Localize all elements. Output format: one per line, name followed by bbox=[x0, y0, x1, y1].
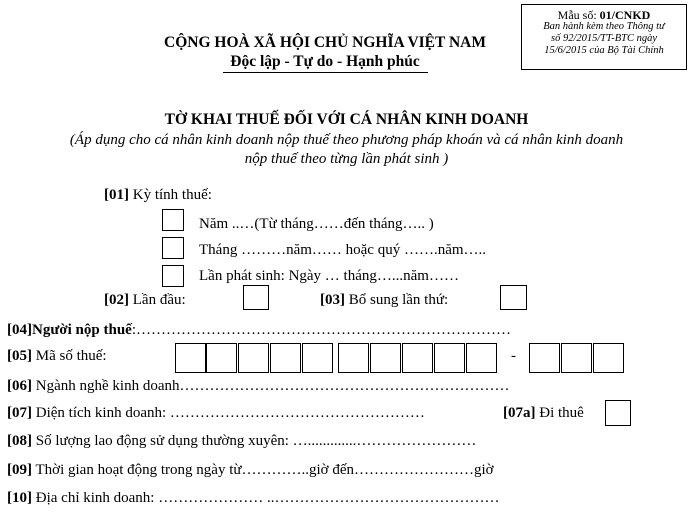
tax-code-digit-2[interactable] bbox=[206, 343, 237, 373]
tax-code-separator: - bbox=[511, 348, 516, 364]
field-02-first-time: [02] Lần đầu: bbox=[104, 292, 186, 308]
tax-code-digit-10[interactable] bbox=[466, 343, 497, 373]
field-10-business-address: [10] Địa chỉ kinh doanh: ………………… ..……………………………………… bbox=[7, 490, 500, 506]
tax-code-digit-8[interactable] bbox=[402, 343, 433, 373]
motto-underline bbox=[223, 72, 428, 73]
country-name: CỘNG HOÀ XÃ HỘI CHỦ NGHĨA VIỆT NAM bbox=[164, 34, 486, 51]
field-05-tax-code: [05] Mã số thuế: bbox=[7, 348, 107, 364]
tax-code-digit-4[interactable] bbox=[270, 343, 301, 373]
field-08-employees: [08] Số lượng lao động sử dụng thường xuyên: ….............…………………… bbox=[7, 433, 477, 449]
tax-code-digit-12[interactable] bbox=[561, 343, 592, 373]
checkbox-first-time[interactable] bbox=[243, 285, 269, 310]
field-07a-rented: [07a] Đi thuê bbox=[503, 405, 584, 421]
tax-code-digit-13[interactable] bbox=[593, 343, 624, 373]
field-07-business-area: [07] Diện tích kinh doanh: …………………………………………… bbox=[7, 405, 425, 421]
form-code: Mẫu số: 01/CNKD bbox=[557, 8, 651, 22]
form-title: TỜ KHAI THUẾ ĐỐI VỚI CÁ NHÂN KINH DOANH bbox=[164, 111, 529, 128]
supplement-number-box[interactable] bbox=[500, 285, 527, 310]
tax-code-digit-5[interactable] bbox=[302, 343, 333, 373]
checkbox-year[interactable] bbox=[162, 209, 184, 231]
form-issued-line1: Ban hành kèm theo Thông tư bbox=[543, 21, 665, 32]
field-09-operating-hours: [09] Thời gian hoạt động trong ngày từ…………..giờ đến……………………giờ bbox=[7, 462, 494, 478]
tax-code-digit-1[interactable] bbox=[175, 343, 206, 373]
option-year-label: Năm ..…(Từ tháng……đến tháng….. ) bbox=[199, 216, 434, 232]
field-03-supplement: [03] Bổ sung lần thứ: bbox=[320, 292, 449, 308]
tax-code-digit-11[interactable] bbox=[529, 343, 560, 373]
option-month-label: Tháng ………năm…… hoặc quý …….năm….. bbox=[199, 242, 487, 258]
tax-code-digit-6[interactable] bbox=[338, 343, 369, 373]
form-code-box bbox=[521, 4, 687, 70]
tax-code-digit-9[interactable] bbox=[434, 343, 465, 373]
checkbox-occurrence[interactable] bbox=[162, 265, 184, 287]
checkbox-rented[interactable] bbox=[605, 400, 631, 426]
tax-code-digit-7[interactable] bbox=[370, 343, 401, 373]
checkbox-month-quarter[interactable] bbox=[162, 237, 184, 259]
field-04-taxpayer: [04]Người nộp thuế:………………………………………………………………… bbox=[7, 322, 512, 338]
field-06-business-line: [06] Ngành nghề kinh doanh………………………………………………………… bbox=[7, 378, 510, 394]
form-subtitle: (Áp dụng cho cá nhân kinh doanh nộp thuế theo phương pháp khoán và cá nhân kinh doanh nộp thuế theo từng lần phát sinh ) bbox=[69, 132, 624, 167]
form-issued-line3: 15/6/2015 của Bộ Tài Chính bbox=[544, 45, 664, 56]
tax-code-digit-3[interactable] bbox=[238, 343, 269, 373]
option-occurrence-label: Lần phát sinh: Ngày … tháng…...năm…… bbox=[199, 268, 459, 284]
national-motto: Độc lập - Tự do - Hạnh phúc bbox=[230, 53, 420, 70]
field-01-tax-period: [01] Kỳ tính thuế: bbox=[104, 187, 212, 203]
form-issued-line2: số 92/2015/TT-BTC ngày bbox=[551, 33, 657, 44]
